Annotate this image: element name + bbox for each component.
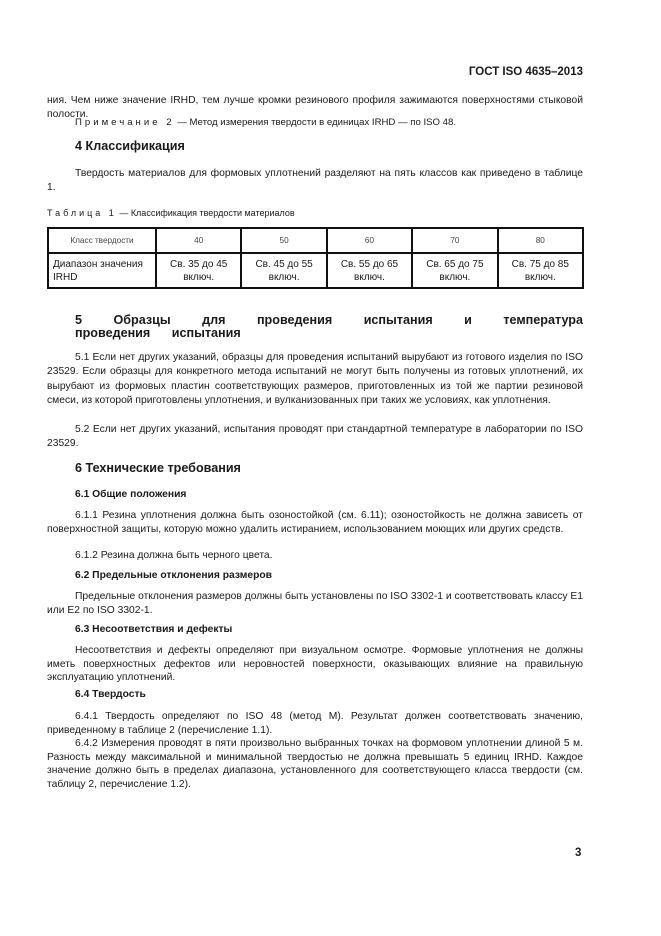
table-header-cell: Класс твердости	[48, 228, 156, 253]
note-label: Примечание 2	[75, 117, 175, 128]
section-5-2: 5.2 Если нет других указаний, испытания проводят при стандартной температуре в лаборатории по ISO 23529.	[47, 424, 583, 450]
table-cell: Св. 45 до 55 включ.	[241, 253, 326, 288]
section-6-3-text: Несоответствия и дефекты определяют при визуальном осмотре. Формовые уплотнения не должны иметь поверхностных дефектов или неровностей поверхности, оказывающих влияние на правильную эксплуатацию уплотнений.	[47, 645, 583, 684]
section-6-2-title: 6.2 Предельные отклонения размеров	[75, 570, 272, 581]
section-6-1-1: 6.1.1 Резина уплотнения должна быть озоностойкой (см. 6.11); озоностойкость не должна зависеть от поверхностной защиты, которую можно удалить истиранием, использованием моющих или других средств.	[47, 510, 583, 535]
table-caption-text: — Классификация твердости материалов	[119, 208, 295, 218]
note	[47, 116, 583, 130]
table-cell: Диапазон значения IRHD	[48, 253, 156, 288]
table-row	[48, 253, 583, 288]
section-6-4-2: 6.4.2 Измерения проводят в пяти произвольно выбранных точках на формовом уплотнении длиной 5 м. Разность между максимальной и минимальной твердостью не должна превышать 5 единиц IRHD. Каждое значение должно быть в пределах диапазона, установленного для соответствующего класса твердости (см. таблицу 2, перечисление 1.2).	[47, 738, 583, 790]
section-6-4-1: 6.4.1 Твердость определяют по ISO 48 (метод М). Результат должен соответствовать значению, приведенному в таблице 2 (перечисление 1.1).	[47, 711, 583, 736]
table-caption	[47, 208, 295, 218]
section-4-title: 4 Классификация	[75, 139, 185, 153]
note-text: — Метод измерения твердости в единицах IRHD — по ISO 48.	[177, 117, 457, 128]
hardness-classification-table	[47, 227, 584, 289]
table-header-cell: 70	[412, 228, 497, 253]
section-5-title: 5 Образцы для проведения испытания и температура проведения испытания	[75, 313, 583, 340]
section-6-1-2: 6.1.2 Резина должна быть черного цвета.	[75, 550, 273, 561]
section-4-text: Твердость материалов для формовых уплотнений разделяют на пять классов как приведено в таблице 1.	[47, 168, 583, 193]
table-header-row	[48, 228, 583, 253]
table-cell: Св. 65 до 75 включ.	[412, 253, 497, 288]
table-header-cell: 40	[156, 228, 241, 253]
table-caption-label: Таблица 1	[47, 208, 117, 218]
document-code: ГОСТ ISO 4635–2013	[468, 66, 583, 78]
intro-paragraph: ния. Чем ниже значение IRHD, тем лучше кромки резинового профиля зажимаются поверхностями стыковой полости.	[47, 95, 583, 120]
section-6-2-text: Предельные отклонения размеров должны быть установлены по ISO 3302-1 и соответствовать классу Е1 или Е2 по ISO 3302-1.	[47, 591, 583, 616]
page-number: 3	[575, 847, 582, 859]
table-header-cell: 50	[241, 228, 326, 253]
table-header-cell: 60	[327, 228, 412, 253]
table-cell: Св. 35 до 45 включ.	[156, 253, 241, 288]
table-header-cell: 80	[498, 228, 583, 253]
section-6-4-title: 6.4 Твердость	[75, 689, 146, 700]
section-6-3-title: 6.3 Несоответствия и дефекты	[75, 624, 233, 635]
table-cell: Св. 75 до 85 включ.	[498, 253, 583, 288]
table-cell: Св. 55 до 65 включ.	[327, 253, 412, 288]
section-6-title: 6 Технические требования	[75, 461, 241, 475]
section-6-1-title: 6.1 Общие положения	[75, 489, 187, 500]
section-5-1: 5.1 Если нет других указаний, образцы для проведения испытаний вырубают из готового изделия по ISO 23529. Если образцы для конкретного метода испытаний не могут быть получены из готовых уплотнений, их вырубают из формовых пластин соответствующих размеров, приготовленных из той же партии резиновой смеси, из которой приготовлены уплотнения, и вулканизованных при таких же условиях, как уплотнения.	[47, 352, 583, 406]
